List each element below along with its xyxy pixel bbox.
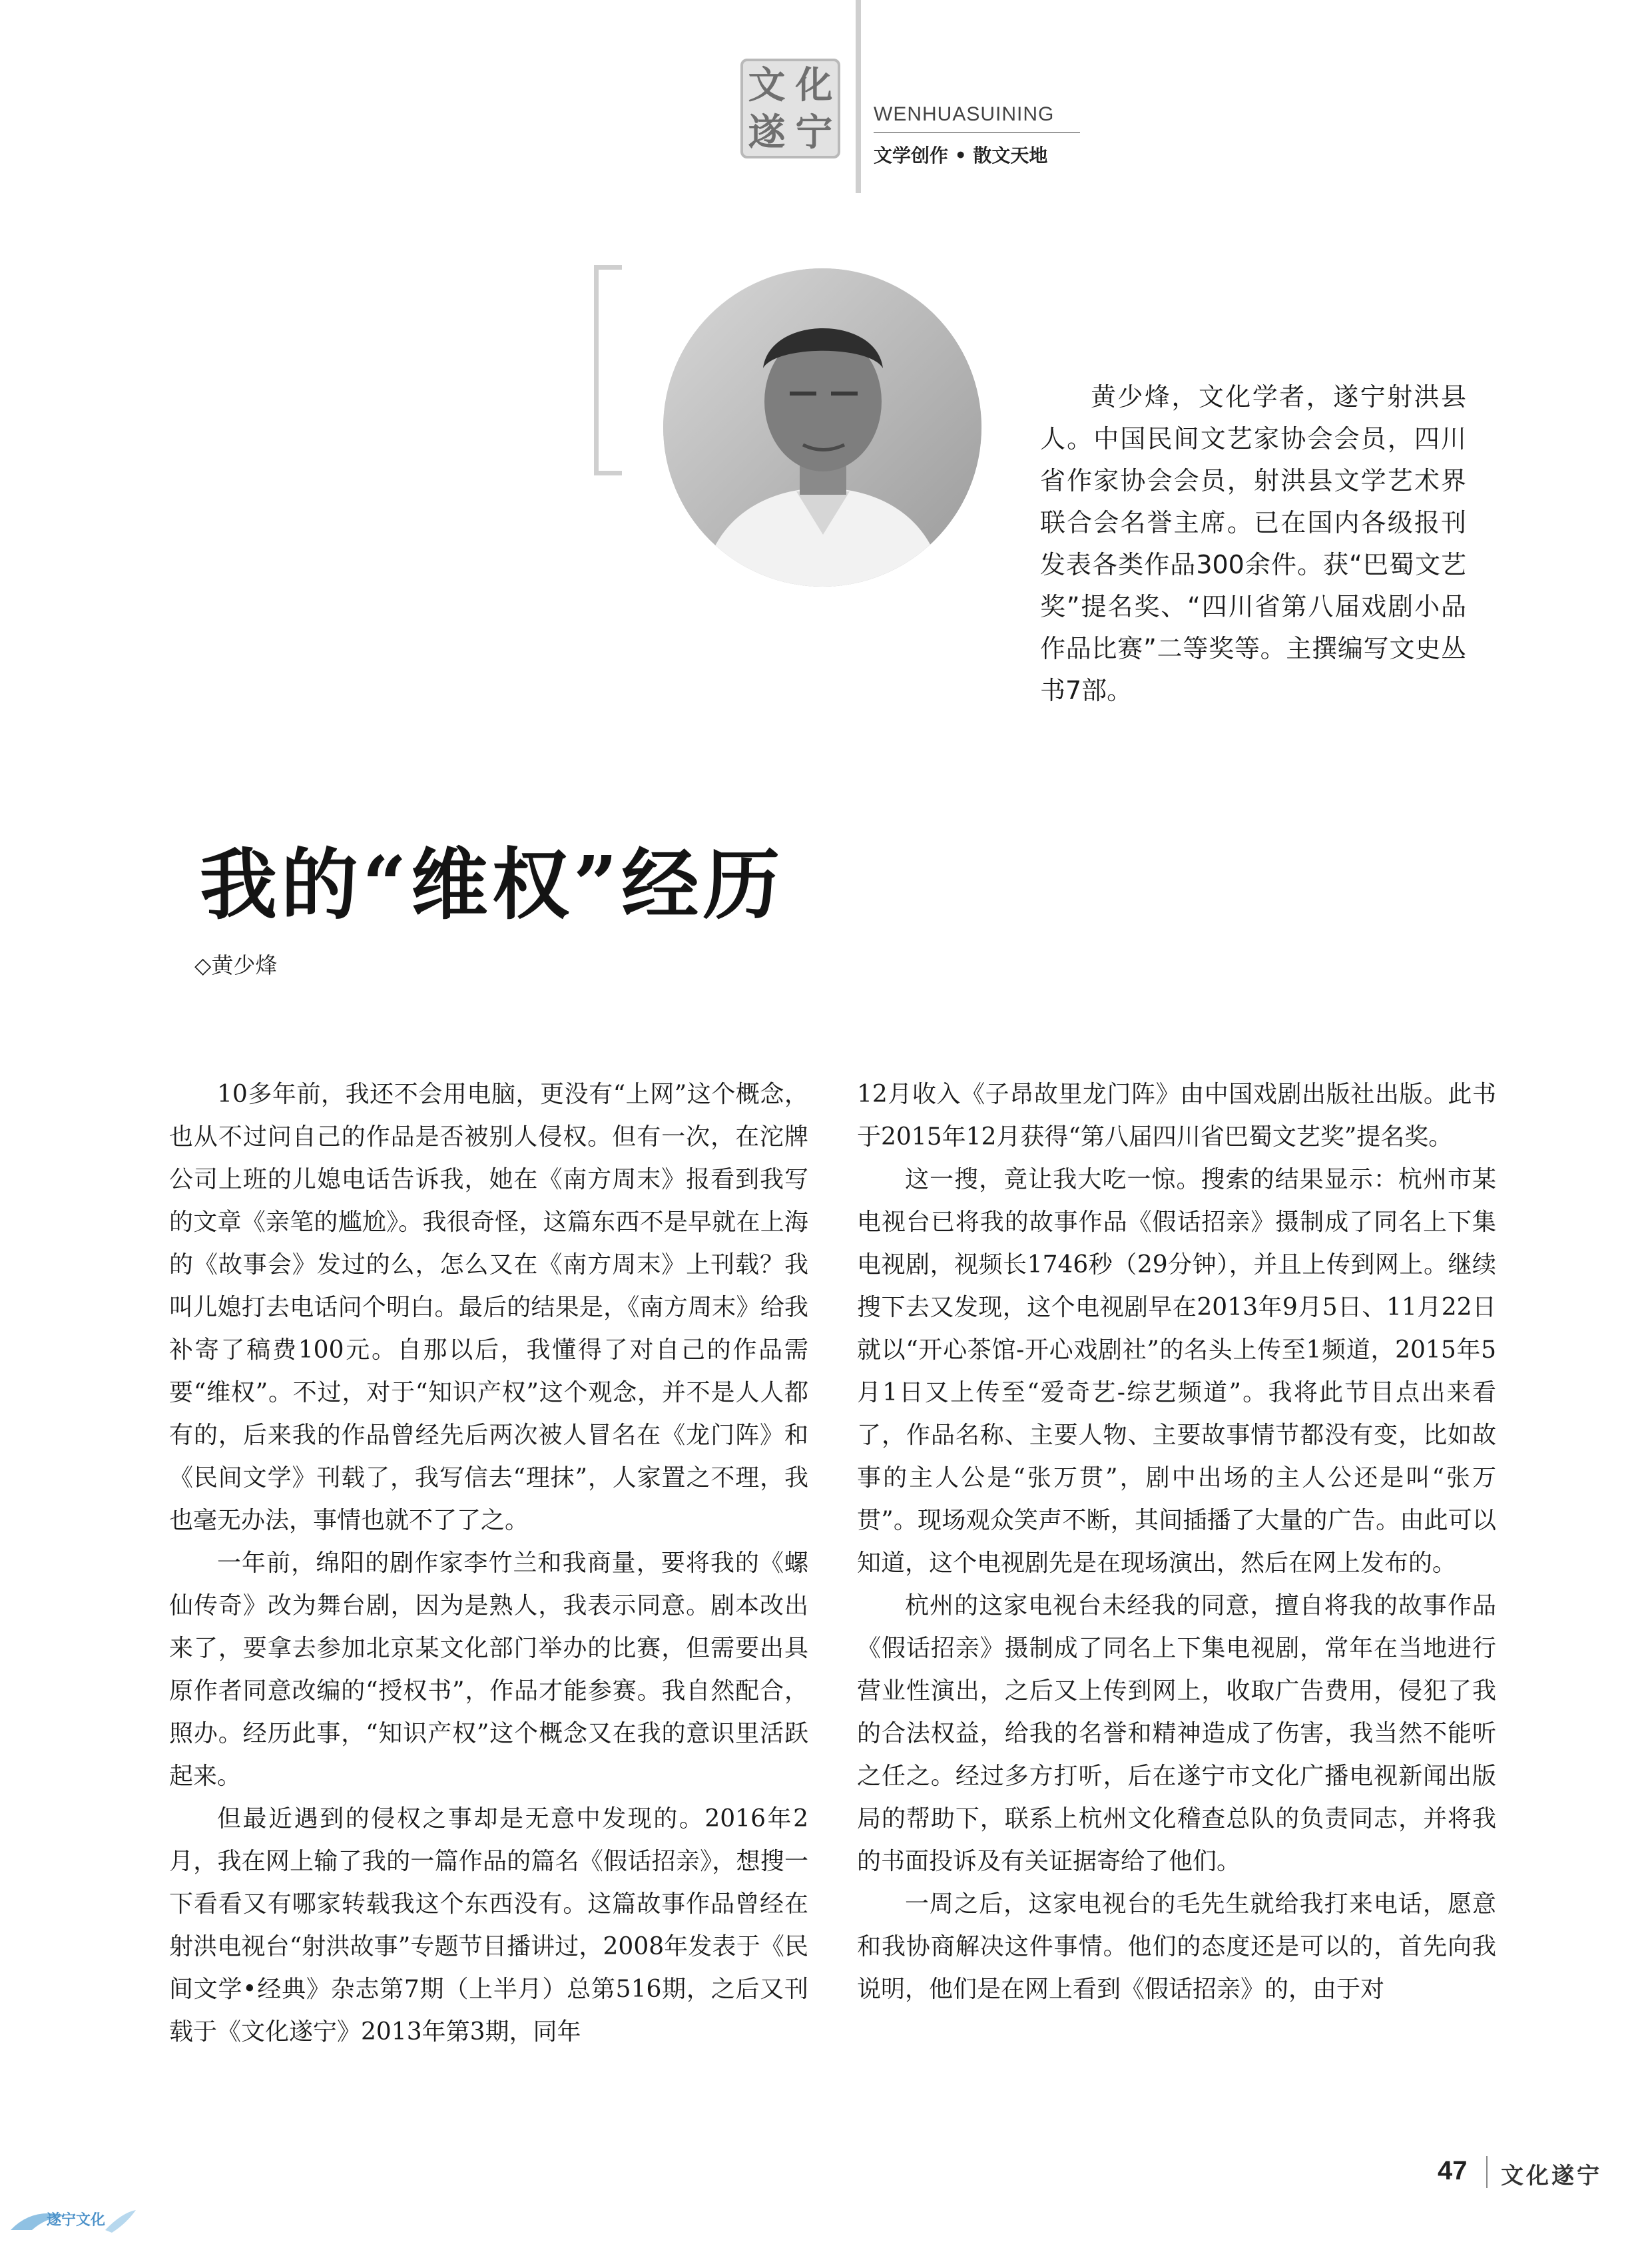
author-bio: 黄少烽，文化学者，遂宁射洪县人。中国民间文艺家协会会员，四川省作家协会会员，射洪县文学艺术界联合会名誉主席。已在国内各级报刊发表各类作品300余件。获“巴蜀文艺奖”提名奖、“四川省第八届戏剧小品作品比赛”二等奖等。主撰编写文史丛书7部。 xyxy=(1040,382,1466,705)
site-watermark-logo xyxy=(5,2201,138,2239)
decorative-bracket xyxy=(594,265,622,475)
section-title-english: WENHUASUINING xyxy=(874,103,1055,125)
section-divider xyxy=(874,132,1080,133)
logo-char: 遂 xyxy=(748,110,786,154)
article-paragraph: 10多年前，我还不会用电脑，更没有“上网”这个概念，也从不过问自己的作品是否被别人侵权。但有一次，在沱牌公司上班的儿媳电话告诉我，她在《南方周末》报看到我写的文章《亲笔的尴尬》。我很奇怪，这篇东西不是早就在上海的《故事会》发过的么，怎么又在《南方周末》上刊载？我叫儿媳打去电话问个明白。最后的结果是，《南方周末》给我补寄了稿费100元。自那以后，我懂得了对自己的作品需要“维权”。不过，对于“知识产权”这个观念，并不是人人都有的，后来我的作品曾经先后两次被人冒名在《龙门阵》和《民间文学》刊载了，我写信去“理抹”，人家置之不理，我也毫无办法，事情也就不了了之。 xyxy=(169,1081,808,1534)
article-paragraph-continued: 12月收入《子昂故里龙门阵》由中国戏剧出版社出版。此书于2015年12月获得“第八届四川省巴蜀文艺奖”提名奖。 xyxy=(857,1081,1496,1151)
watermark-icon xyxy=(5,2201,138,2239)
article-paragraph: 一年前，绵阳的剧作家李竹兰和我商量，要将我的《螺仙传奇》改为舞台剧，因为是熟人，我表示同意。剧本改出来了，要拿去参加北京某文化部门举办的比赛，但需要出具原作者同意改编的“授权书”，作品才能参赛。我自然配合，照办。经历此事，“知识产权”这个概念又在我的意识里活跃起来。 xyxy=(169,1549,808,1790)
article-paragraph: 这一搜，竟让我大吃一惊。搜索的结果显示：杭州市某电视台已将我的故事作品《假话招亲》摄制成了同名上下集电视剧，视频长1746秒（29分钟），并且上传到网上。继续搜下去又发现，这个电视剧早在2013年9月5日、11月22日就以“开心茶馆-开心戏剧社”的名头上传至1频道，2015年5月1日又上传至“爱奇艺-综艺频道”。我将此节目点出来看了，作品名称、主要人物、主要故事情节都没有变，比如故事的主人公是“张万贯”，剧中出场的主人公还是叫“张万贯”。现场观众笑声不断，其间插播了大量的广告。由此可以知道，这个电视剧先是在现场演出，然后在网上发布的。 xyxy=(857,1166,1496,1577)
footer-divider xyxy=(1486,2156,1488,2188)
article-title: 我的“维权”经历 xyxy=(200,840,784,930)
logo-char: 宁 xyxy=(795,110,833,154)
watermark-text: 遂宁文化 xyxy=(47,2212,106,2229)
article-paragraph: 但最近遇到的侵权之事却是无意中发现的。2016年2月，我在网上输了我的一篇作品的篇名《假话招亲》，想搜一下看看又有哪家转载我这个东西没有。这篇故事作品曾经在射洪电视台“射洪故事”专题节目播讲过，2008年发表于《民间文学•经典》杂志第7期（上半月）总第516期，之后又刊载于《文化遂宁》2013年第3期，同年 xyxy=(169,1805,808,2046)
article-paragraph: 一周之后，这家电视台的毛先生就给我打来电话，愿意和我协商解决这件事情。他们的态度还是可以的，首先向我说明，他们是在网上看到《假话招亲》的，由于对 xyxy=(857,1890,1496,2003)
article-column-left xyxy=(169,1073,808,2054)
author-portrait xyxy=(663,268,981,587)
portrait-photo xyxy=(663,268,981,587)
section-title-chinese: 文学创作 • 散文天地 xyxy=(874,144,1048,166)
logo-char: 化 xyxy=(795,63,833,107)
article-byline: ◇黄少烽 xyxy=(194,952,278,978)
page-number: 47 xyxy=(1438,2156,1468,2185)
article-column-right xyxy=(857,1073,1496,2011)
footer-magazine-name: 文化遂宁 xyxy=(1501,2163,1602,2189)
logo-char: 文 xyxy=(748,63,786,107)
article-paragraph: 杭州的这家电视台未经我的同意，擅自将我的故事作品《假话招亲》摄制成了同名上下集电视剧，常年在当地进行营业性演出，之后又上传到网上，收取广告费用，侵犯了我的合法权益，给我的名誉和精神造成了伤害，我当然不能听之任之。经过多方打听，后在遂宁市文化广播电视新闻出版局的帮助下，联系上杭州文化稽查总队的负责同志，并将我的书面投诉及有关证据寄给了他们。 xyxy=(857,1592,1496,1875)
header-divider-line xyxy=(856,0,861,193)
magazine-logo xyxy=(740,59,840,158)
